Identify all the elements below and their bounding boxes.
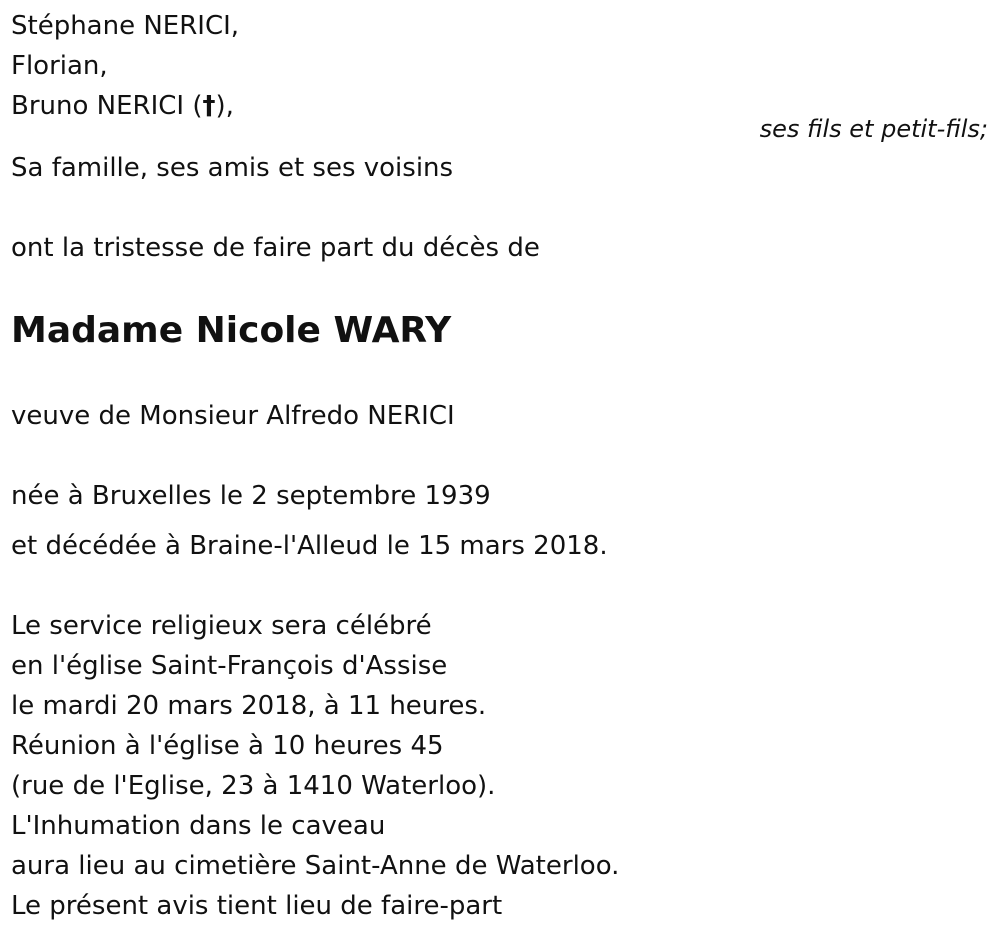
family-member-florian: Florian, [11,51,108,81]
deceased-name: Madame Nicole WARY [11,310,452,351]
service-line: Le présent avis tient lieu de faire-part [11,891,503,921]
announcement-intro: ont la tristesse de faire part du décès de [11,233,540,263]
service-line: Réunion à l'église à 10 heures 45 [11,731,444,761]
bruno-suffix: ), [215,91,234,121]
service-line: en l'église Saint-François d'Assise [11,651,448,681]
bruno-name: Bruno NERICI ( [11,91,203,121]
death-info: et décédée à Braine-l'Alleud le 15 mars 2018. [11,531,608,561]
service-line: Le service religieux sera célébré [11,611,432,641]
service-line: (rue de l'Eglise, 23 à 1410 Waterloo). [11,771,496,801]
birth-info: née à Bruxelles le 2 septembre 1939 [11,481,491,511]
cross-icon: † [202,91,216,121]
service-line: le mardi 20 mars 2018, à 11 heures. [11,691,487,721]
extended-family: Sa famille, ses amis et ses voisins [11,153,454,183]
family-member-bruno [11,90,234,122]
family-member-stephane: Stéphane NERICI, [11,11,240,41]
service-line: L'Inhumation dans le caveau [11,811,386,841]
widow-of: veuve de Monsieur Alfredo NERICI [11,401,455,431]
service-line: aura lieu au cimetière Saint-Anne de Waterloo. [11,851,620,881]
relation-label: ses fils et petit-fils; [759,115,988,143]
